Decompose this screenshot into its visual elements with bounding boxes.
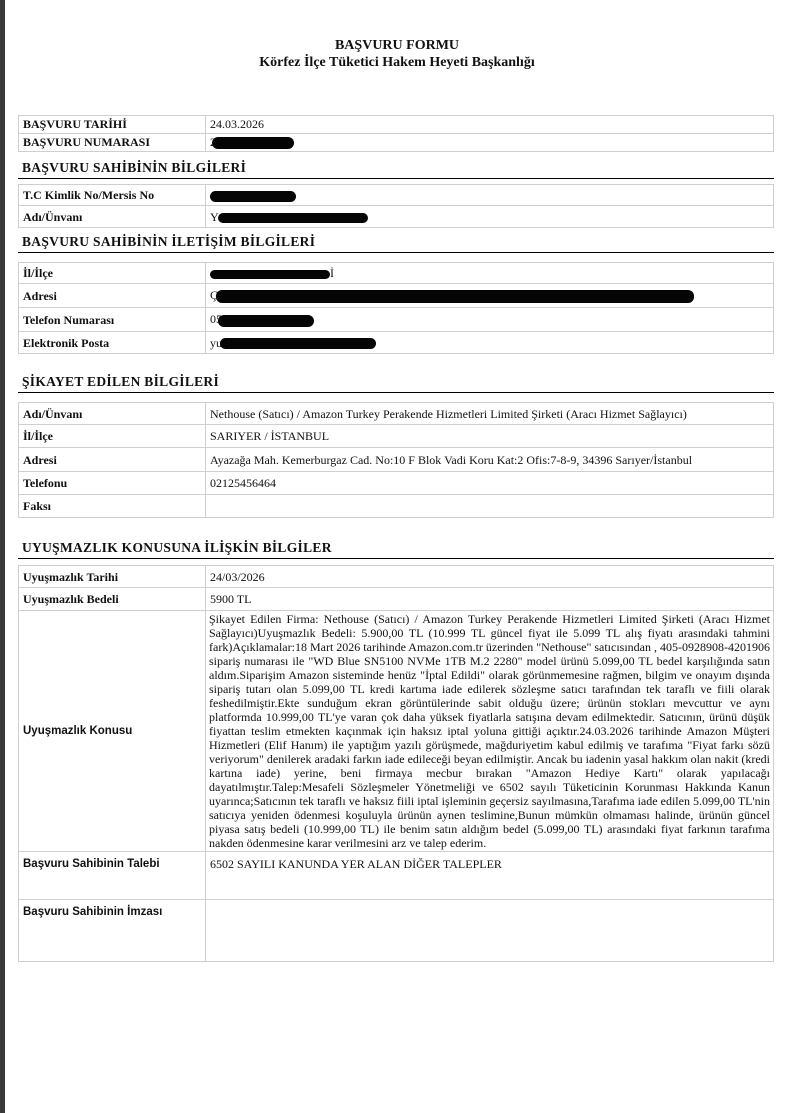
contact-city-row	[19, 263, 774, 284]
redaction-mark	[210, 270, 330, 279]
application-form-page	[18, 0, 776, 962]
contact-address-row	[19, 284, 774, 308]
respondent-name-label: Adı/Ünvanı	[19, 403, 206, 425]
contact-email-label: Elektronik Posta	[19, 332, 206, 354]
dispute-signature-row	[19, 900, 774, 962]
dispute-date-label: Uyuşmazlık Tarihi	[19, 566, 206, 588]
contact-city-value: İ	[330, 266, 334, 280]
respondent-phone-row	[19, 472, 774, 495]
contact-phone-value: 05	[210, 312, 222, 327]
applicant-id-cell	[206, 185, 774, 206]
dispute-amount-row	[19, 588, 774, 611]
page-edge-strip	[0, 0, 5, 1113]
dispute-subject-label: Uyuşmazlık Konusu	[19, 611, 206, 852]
applicant-id-label: T.C Kimlik No/Mersis No	[19, 185, 206, 206]
application-number-row	[19, 134, 774, 152]
respondent-address-row	[19, 448, 774, 472]
contact-email-value: yu	[210, 335, 222, 350]
dispute-table	[18, 565, 774, 962]
dispute-section-title: UYUŞMAZLIK KONUSUNA İLİŞKİN BİLGİLER	[18, 540, 774, 559]
redaction-mark	[218, 213, 368, 223]
form-title: BAŞVURU FORMU	[334, 38, 460, 53]
respondent-phone-value: 02125456464	[206, 472, 774, 495]
applicant-name-label: Adı/Ünvanı	[19, 206, 206, 228]
respondent-name-row	[19, 403, 774, 425]
application-date-value: 24.03.2026	[206, 116, 774, 134]
contact-section-title: BAŞVURU SAHİBİNİN İLETİŞİM BİLGİLERİ	[18, 234, 774, 253]
respondent-section-title: ŞİKAYET EDİLEN BİLGİLERİ	[18, 374, 774, 393]
applicant-table	[18, 184, 774, 228]
dispute-request-label: Başvuru Sahibinin Talebi	[19, 852, 206, 900]
redaction-mark	[210, 191, 296, 202]
contact-city-label: İl/İlçe	[19, 263, 206, 284]
respondent-name-value: Nethouse (Satıcı) / Amazon Turkey Perakende Hizmetleri Limited Şirketi (Aracı Hizmet Sağlayıcı)	[206, 403, 774, 425]
applicant-id-row	[19, 185, 774, 206]
contact-table	[18, 262, 774, 354]
application-number-label: BAŞVURU NUMARASI	[19, 134, 206, 152]
dispute-request-value: 6502 SAYILI KANUNDA YER ALAN DİĞER TALEPLER	[206, 852, 774, 900]
contact-email-cell	[206, 332, 774, 354]
application-number-value: 2	[210, 135, 216, 149]
respondent-address-label: Adresi	[19, 448, 206, 472]
respondent-fax-row	[19, 495, 774, 518]
applicant-name-row	[19, 206, 774, 228]
applicant-name-value: Y	[210, 209, 219, 224]
contact-address-value: Ç	[210, 288, 219, 303]
respondent-city-row	[19, 425, 774, 448]
contact-address-label: Adresi	[19, 284, 206, 308]
dispute-amount-label: Uyuşmazlık Bedeli	[19, 588, 206, 611]
dispute-signature-label: Başvuru Sahibinin İmzası	[19, 900, 206, 962]
applicant-name-cell	[206, 206, 774, 228]
contact-phone-label: Telefon Numarası	[19, 308, 206, 332]
form-header	[18, 38, 776, 71]
contact-city-cell	[206, 263, 774, 284]
respondent-fax-value	[206, 495, 774, 518]
respondent-city-value: SARIYER / İSTANBUL	[206, 425, 774, 448]
dispute-subject-row	[19, 611, 774, 852]
redaction-mark	[220, 338, 376, 349]
respondent-phone-label: Telefonu	[19, 472, 206, 495]
dispute-date-row	[19, 566, 774, 588]
respondent-table	[18, 402, 774, 518]
redaction-mark	[216, 290, 694, 303]
contact-phone-row	[19, 308, 774, 332]
contact-address-cell	[206, 284, 774, 308]
dispute-request-row	[19, 852, 774, 900]
dispute-date-value: 24/03/2026	[206, 566, 774, 588]
application-date-label: BAŞVURU TARİHİ	[19, 116, 206, 134]
redaction-mark	[212, 137, 294, 149]
dispute-signature-value	[206, 900, 774, 962]
redaction-mark	[218, 315, 314, 327]
application-date-row	[19, 116, 774, 134]
contact-email-row	[19, 332, 774, 354]
respondent-city-label: İl/İlçe	[19, 425, 206, 448]
respondent-address-value: Ayazağa Mah. Kemerburgaz Cad. No:10 F Blok Vadi Koru Kat:2 Ofis:7-8-9, 34396 Sarıyer/İstanbul	[206, 448, 774, 472]
application-number-cell	[206, 134, 774, 152]
respondent-fax-label: Faksı	[19, 495, 206, 518]
form-subtitle: Körfez İlçe Tüketici Hakem Heyeti Başkanlığı	[259, 55, 535, 70]
contact-phone-cell	[206, 308, 774, 332]
dispute-subject-value: Şikayet Edilen Firma: Nethouse (Satıcı) / Amazon Turkey Perakende Hizmetleri Limited Şirketi (Aracı Hizmet Sağlayıcı)Uyuşmazlık Bedeli: 5.900,00 TL (10.999 TL güncel fiyat ile 5.099 TL alış fiyatı arasındaki tahmini fark)Açıklamalar:18 Mart 2026 tarihinde Amazon.com.tr üzerinden "Nethouse" satıcısından , 405-0928908-4201906 sipariş numarası ile "WD Blue SN5100 NVMe 1TB M.2 2280" model ürünü 5.099,00 TL bedel karşılığında satın aldım.Siparişim Amazon sisteminde henüz "İptal Edildi" olarak görünmemesine rağmen, bilgim ve onayım dışında sipariş tutarı olan 5.099,00 TL kredi kartıma iade edilerek sözleşme satıcı tarafından tek taraflı ve fiili olarak feshedilmiştir.Ekte sunduğum ekran görüntülerinde sabit olduğu üzere; ürünün stokları mevcuttur ve aynı platformda 10.999,00 TL'ye varan çok daha yüksek fiyatlarla satışına devam edilmektedir. Satıcının, ürünü düşük fiyattan teslim etmekten kaçınmak için haksız iptal yoluna gittiği açıktır.24.03.2026 tarihinde Amazon Müşteri Hizmetleri (Elif Hanım) ile yaptığım yazılı görüşmede, mağduriyetim kabul edilmiş ve tarafıma "Fiyat farkı sözü veriyorum" denilerek aradaki farkın iade edileceği beyan edilmiştir. Ancak bu iadenin yasal hakkım olan nakit (kredi kartına iade) yerine, beni firmaya mecbur bırakan "Amazon Hediye Kartı" olarak yapılacağı dayatılmıştır.Talep:Mesafeli Sözleşmeler Yönetmeliği ve 6502 sayılı Tüketicinin Korunması Hakkında Kanun uyarınca;Satıcının tek taraflı ve haksız fiili iptal işleminin geçersiz sayılmasına,Tarafıma iade edilen 5.099,00 TL'nin satıcıya yeniden ödenmesi koşuluyla ürünün aynen teslimine,Bunun mümkün olmaması halinde, ürünün güncel piyasa satış bedeli (10.999,00 TL) ile benim satın aldığım bedel (5.099,00 TL) arasındaki fiyat farkının tarafıma nakden ödenmesine karar verilmesini arz ve talep ederim.	[206, 611, 774, 852]
application-info-table	[18, 115, 774, 152]
applicant-section-title: BAŞVURU SAHİBİNİN BİLGİLERİ	[18, 160, 774, 179]
dispute-amount-value: 5900 TL	[206, 588, 774, 611]
